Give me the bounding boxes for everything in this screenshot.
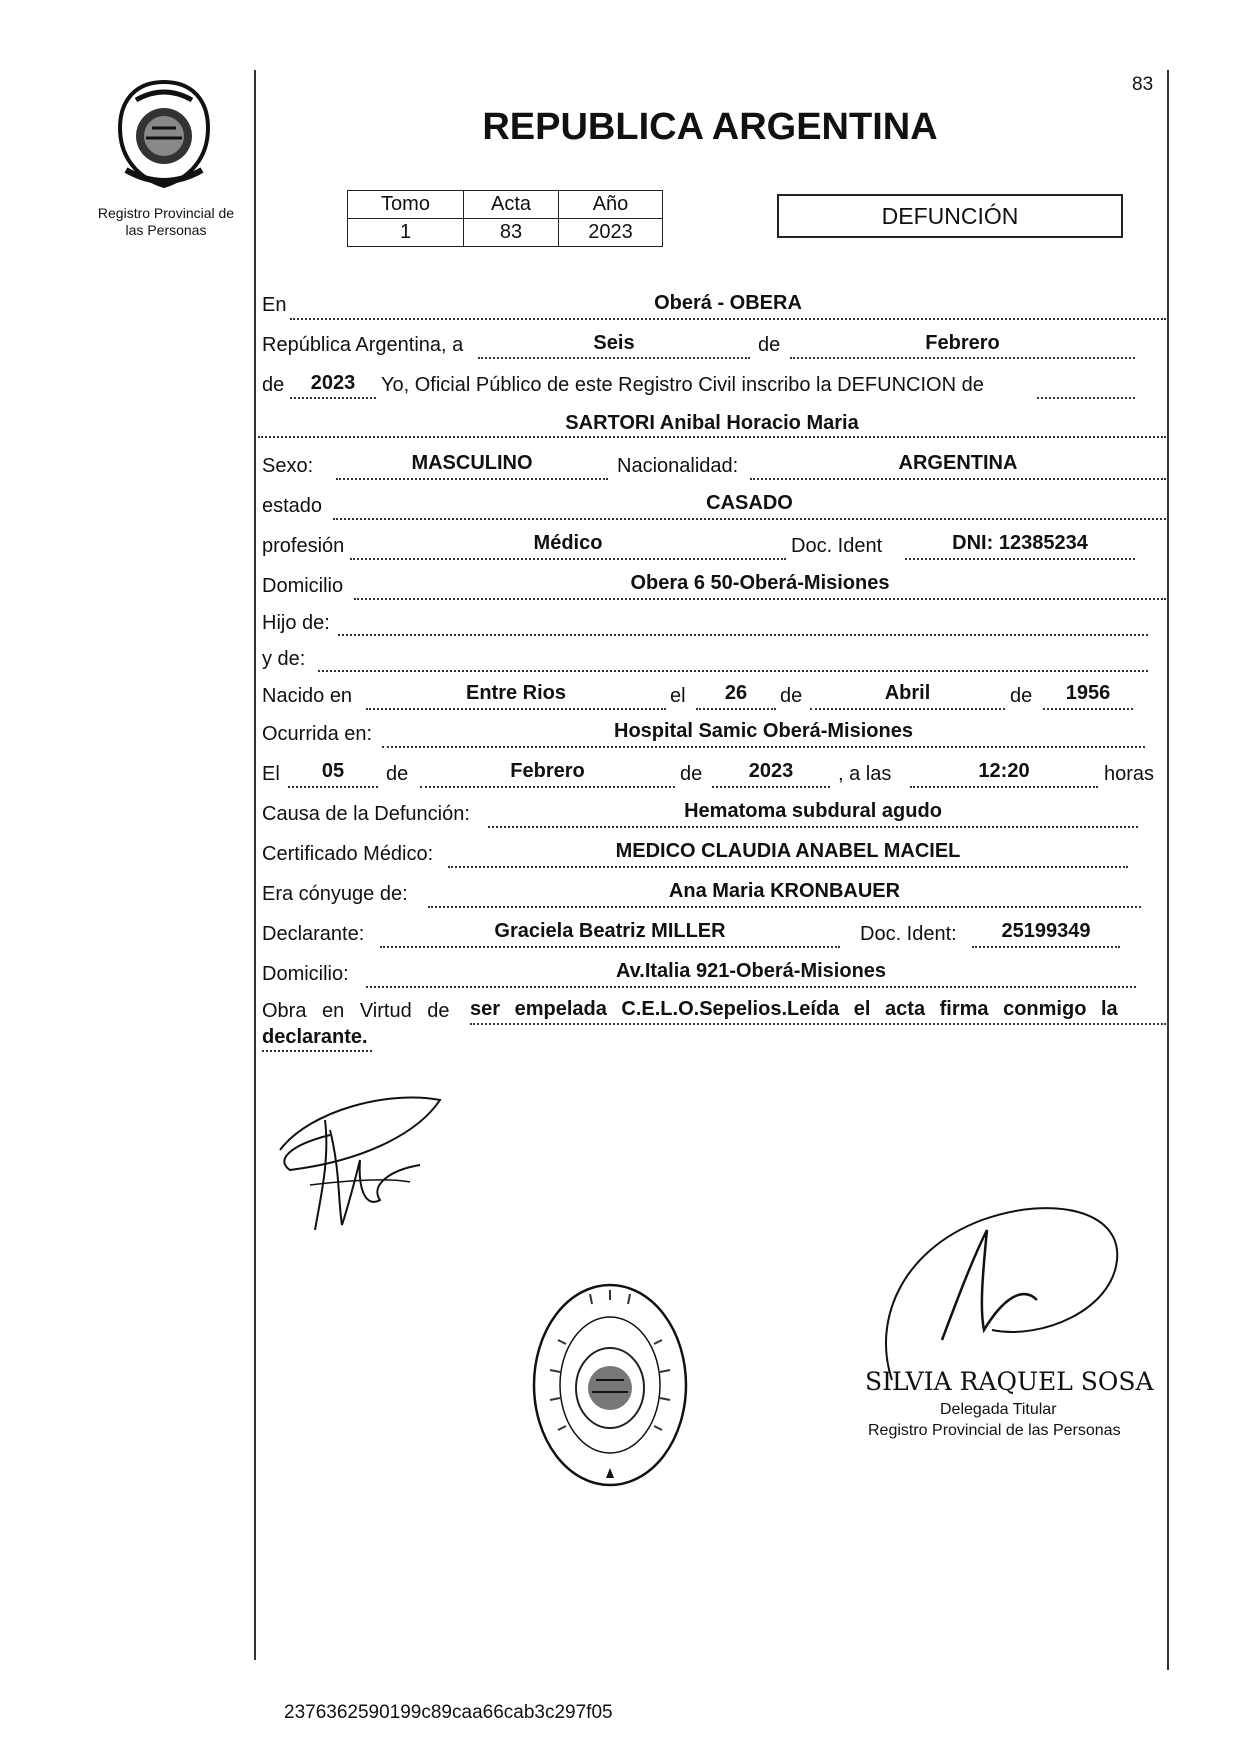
day-value: Seis xyxy=(593,332,635,354)
ocurrida-label: Ocurrida en: xyxy=(262,723,373,745)
document-type-box: DEFUNCIÓN xyxy=(777,194,1123,238)
obra-line-2 xyxy=(262,1050,372,1052)
declarante-value: Graciela Beatriz MILLER xyxy=(494,920,726,942)
de-label-6: de xyxy=(680,763,703,785)
domicilio-line xyxy=(354,598,1166,600)
registry-stamp xyxy=(530,1280,690,1490)
hijo-line xyxy=(338,634,1148,636)
birth-year-line xyxy=(1043,708,1133,710)
nacionalidad-value: ARGENTINA xyxy=(898,452,1018,474)
certificado-line xyxy=(448,866,1128,868)
conyuge-value: Ana Maria KRONBAUER xyxy=(668,880,901,902)
domicilio2-label: Domicilio: xyxy=(262,963,349,985)
nacionalidad-line xyxy=(750,478,1166,480)
el-label: el xyxy=(670,685,686,707)
docident2-line xyxy=(972,946,1120,948)
docident2-label: Doc. Ident: xyxy=(860,923,957,945)
yde-label: y de: xyxy=(262,648,306,670)
death-year-value: 2023 xyxy=(748,760,794,782)
conyuge-label: Era cónyuge de: xyxy=(262,883,408,905)
ref-header-acta: Acta xyxy=(464,191,559,219)
horas-label: horas xyxy=(1104,763,1155,785)
causa-line xyxy=(488,826,1138,828)
obra-value-2: declarante. xyxy=(262,1026,368,1048)
birth-day-value: 26 xyxy=(724,682,748,704)
obra-value-1: ser empelada C.E.L.O.Sepelios.Leída el acta firma conmigo la xyxy=(470,998,1118,1020)
page-number: 83 xyxy=(1132,74,1154,95)
certificado-value: MEDICO CLAUDIA ANABEL MACIEL xyxy=(615,840,961,862)
registry-name-line1: Registro Provincial de xyxy=(97,205,235,221)
causa-label: Causa de la Defunción: xyxy=(262,803,470,825)
republica-label: República Argentina, a xyxy=(262,334,464,356)
statement-text: Yo, Oficial Público de este Registro Civil inscribo la DEFUNCION de xyxy=(381,374,984,396)
death-month-value: Febrero xyxy=(510,760,585,782)
conyuge-line xyxy=(428,906,1141,908)
month-line xyxy=(790,357,1135,359)
profesion-value: Médico xyxy=(533,532,603,554)
el-label-2: El xyxy=(262,763,280,785)
obra-line-1 xyxy=(470,1023,1166,1025)
year-value: 2023 xyxy=(310,372,356,394)
estado-line xyxy=(333,518,1166,520)
official-signature xyxy=(862,1190,1142,1390)
docident-line xyxy=(905,558,1135,560)
month-value: Febrero xyxy=(925,332,1000,354)
domicilio2-line xyxy=(366,986,1136,988)
place-value: Oberá - OBERA xyxy=(654,292,802,314)
docident-value: DNI: 12385234 xyxy=(952,532,1088,554)
official-org: Registro Provincial de las Personas xyxy=(868,1422,1121,1439)
name-line xyxy=(258,436,1166,438)
registry-name-line2: las Personas xyxy=(125,222,207,238)
alas-label: , a las xyxy=(838,763,892,785)
certificado-label: Certificado Médico: xyxy=(262,843,434,865)
death-month-line xyxy=(420,786,675,788)
de-label-4: de xyxy=(1010,685,1033,707)
right-margin-rule xyxy=(1167,70,1169,1670)
obra-label: Obra en Virtud de xyxy=(262,1000,450,1022)
death-day-value: 05 xyxy=(321,760,345,782)
hijo-label: Hijo de: xyxy=(262,612,330,634)
year-line xyxy=(290,397,376,399)
birth-month-value: Abril xyxy=(884,682,931,704)
official-name: SILVIA RAQUEL SOSA xyxy=(865,1367,1154,1396)
de-label-3: de xyxy=(780,685,803,707)
de-label-2: de xyxy=(262,374,285,396)
nacionalidad-label: Nacionalidad: xyxy=(617,455,739,477)
docident-label: Doc. Ident xyxy=(791,535,883,557)
sexo-label: Sexo: xyxy=(262,455,314,477)
estado-value: CASADO xyxy=(706,492,793,514)
ref-header-anio: Año xyxy=(559,191,663,219)
docident2-value: 25199349 xyxy=(1001,920,1091,942)
birth-day-line xyxy=(696,708,776,710)
en-label: En xyxy=(262,294,287,316)
ocurrida-line xyxy=(382,746,1145,748)
domicilio-value: Obera 6 50-Oberá-Misiones xyxy=(630,572,890,594)
official-title: Delegada Titular xyxy=(940,1401,1057,1418)
yde-line xyxy=(318,670,1148,672)
declarante-line xyxy=(380,946,840,948)
ref-value-tomo: 1 xyxy=(348,219,464,247)
domicilio2-value: Av.Italia 921-Oberá-Misiones xyxy=(615,960,887,982)
birth-year-value: 1956 xyxy=(1065,682,1111,704)
de-label-1: de xyxy=(758,334,781,356)
document-hash: 2376362590199c89caa66cab3c297f05 xyxy=(284,1702,613,1723)
provincial-seal xyxy=(112,78,217,193)
sexo-line xyxy=(336,478,608,480)
ref-value-acta: 83 xyxy=(464,219,559,247)
death-time-line xyxy=(910,786,1098,788)
ocurrida-value: Hospital Samic Oberá-Misiones xyxy=(614,720,913,742)
nacido-line xyxy=(366,708,666,710)
sexo-value: MASCULINO xyxy=(411,452,533,474)
profesion-line xyxy=(350,558,786,560)
de-label-5: de xyxy=(386,763,409,785)
death-year-line xyxy=(712,786,830,788)
birth-month-line xyxy=(810,708,1005,710)
nacido-label: Nacido en xyxy=(262,685,353,707)
death-time-value: 12:20 xyxy=(978,760,1030,782)
statement-tail-line xyxy=(1037,397,1135,399)
birthplace-value: Entre Rios xyxy=(465,682,567,704)
ref-value-anio: 2023 xyxy=(559,219,663,247)
ref-header-tomo: Tomo xyxy=(348,191,464,219)
domicilio-label: Domicilio xyxy=(262,575,344,597)
causa-value: Hematoma subdural agudo xyxy=(684,800,942,822)
day-line xyxy=(478,357,750,359)
declarant-signature xyxy=(270,1090,450,1240)
en-line xyxy=(290,318,1166,320)
declarante-label: Declarante: xyxy=(262,923,365,945)
death-day-line xyxy=(288,786,378,788)
deceased-name-value: SARTORI Anibal Horacio Maria xyxy=(565,412,859,434)
profesion-label: profesión xyxy=(262,535,345,557)
page-title: REPUBLICA ARGENTINA xyxy=(482,106,938,148)
reference-table xyxy=(347,190,663,247)
estado-label: estado xyxy=(262,495,323,517)
left-margin-rule xyxy=(254,70,256,1660)
